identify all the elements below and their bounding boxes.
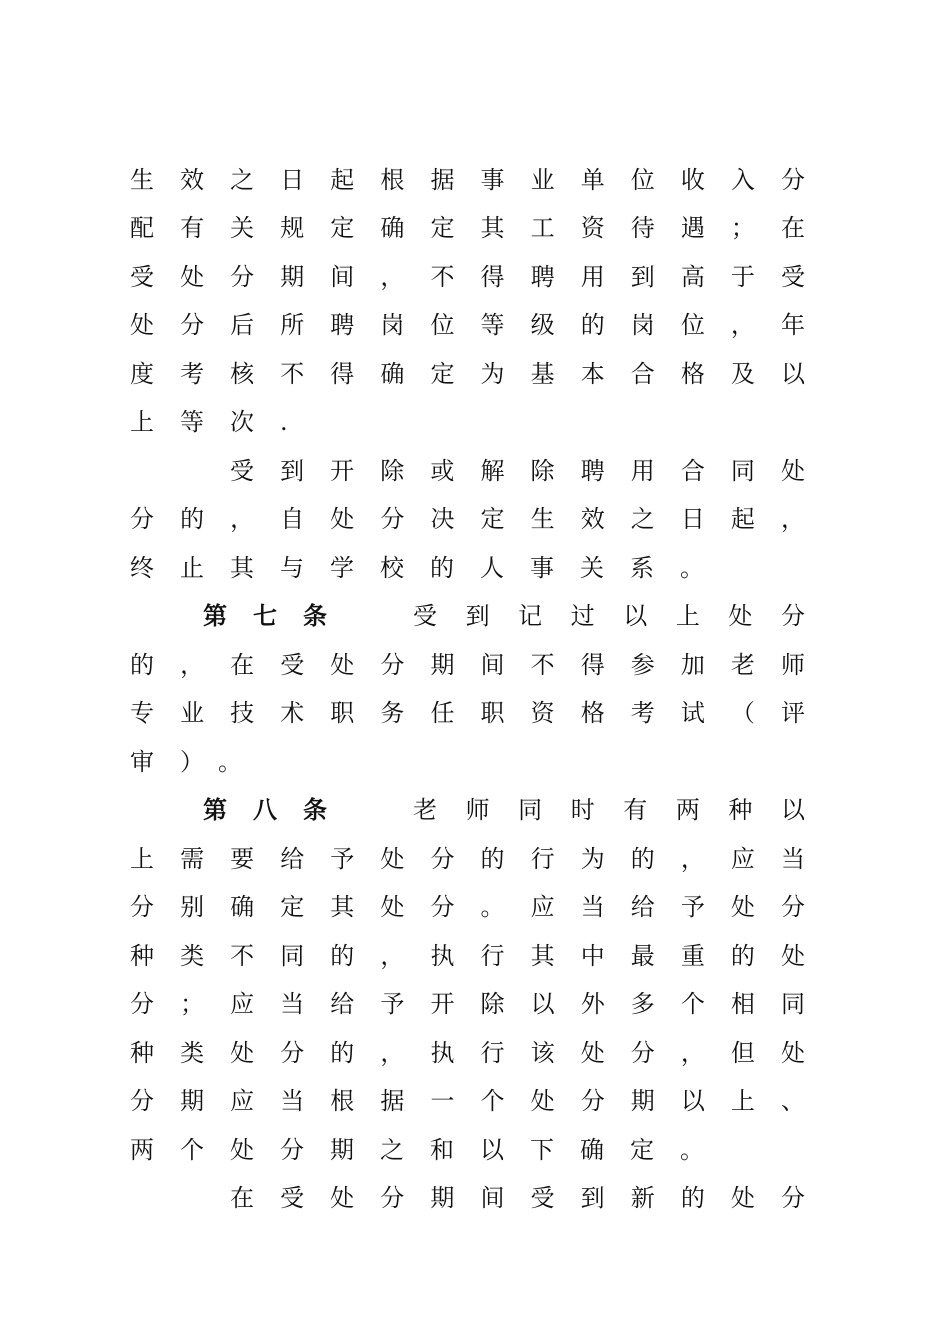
text-line: 处分后所聘岗位等级的岗位，年 [130, 311, 805, 339]
text-line: 分的，自处分决定生效之日起， [130, 505, 805, 533]
article-7-text: 受到记过以上处分 [413, 602, 805, 630]
text-line: 审）。 [130, 748, 268, 776]
text-line: 种类不同的，执行其中最重的处 [130, 942, 805, 970]
paragraph-first-line: 受到开除或解除聘用合同处 [230, 457, 805, 485]
text-line: 种类处分的，执行该处分，但处 [130, 1039, 805, 1067]
text-line: 上等次. [130, 408, 314, 436]
article-7-heading: 第七条 [203, 601, 353, 630]
text-line: 分；应当给予开除以外多个相同 [130, 990, 805, 1018]
text-line: 两个处分期之和以下确定。 [130, 1136, 730, 1164]
article-8-heading: 第八条 [203, 795, 353, 824]
text-line: 配有关规定确定其工资待遇；在 [130, 214, 805, 242]
text-line: 专业技术职务任职资格考试（评 [130, 699, 805, 727]
text-line: 的，在受处分期间不得参加老师 [130, 651, 805, 679]
text-line: 度考核不得确定为基本合格及以 [130, 360, 805, 388]
article-8-text: 老师同时有两种以 [413, 796, 805, 824]
text-line: 上需要给予处分的行为的，应当 [130, 845, 805, 873]
text-line: 生效之日起根据事业单位收入分 [130, 166, 805, 194]
text-line: 分期应当根据一个处分期以上、 [130, 1087, 805, 1115]
text-line: 终止其与学校的人事关系。 [130, 554, 730, 582]
text-line: 分别确定其处分。应当给予处分 [130, 893, 805, 921]
paragraph-first-line: 在受处分期间受到新的处分 [230, 1184, 805, 1212]
text-line: 受处分期间，不得聘用到高于受 [130, 263, 805, 291]
